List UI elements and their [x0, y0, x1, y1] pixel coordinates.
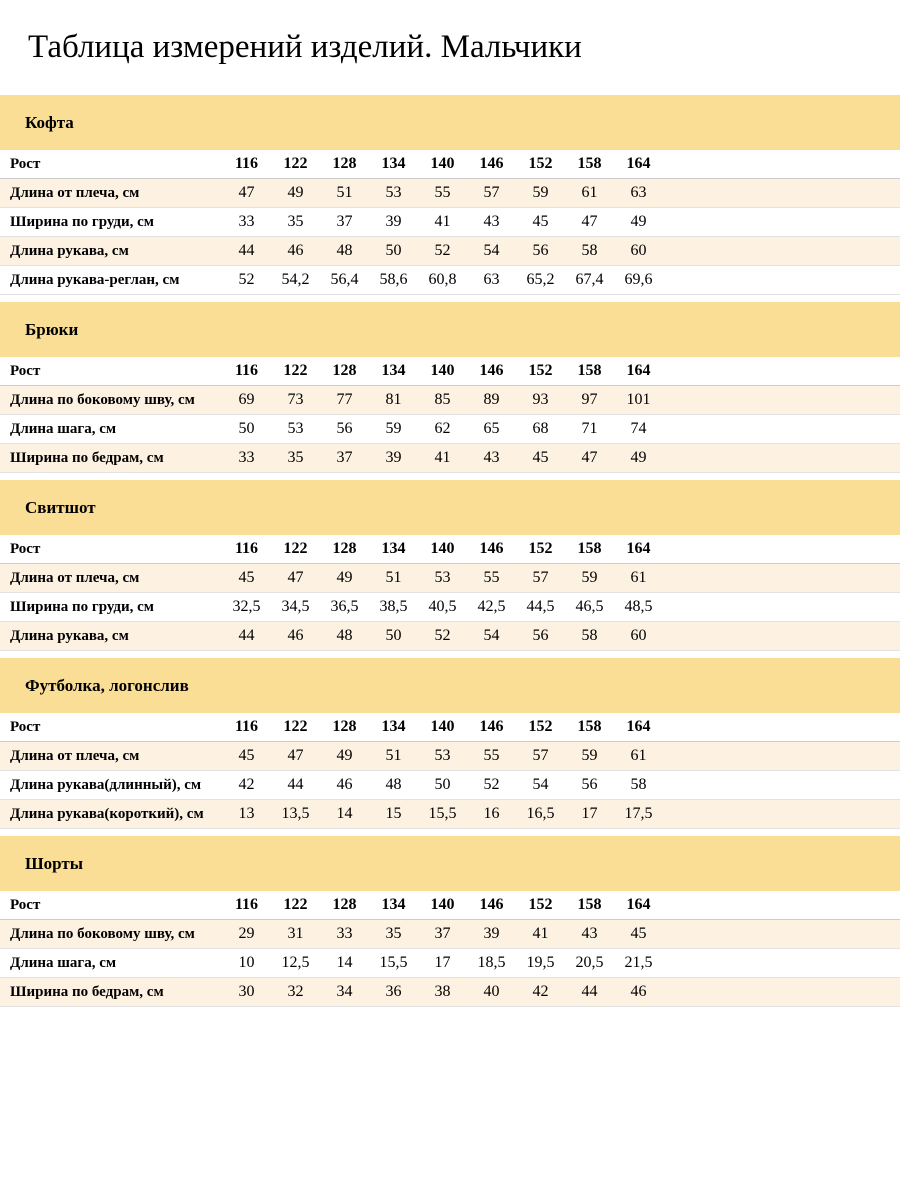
value-cell: 52 — [434, 242, 451, 259]
value-cell: 43 — [483, 213, 500, 230]
table-row — [0, 949, 900, 978]
section-4 — [0, 658, 900, 829]
value-cell: 71 — [581, 420, 598, 437]
value-cell: 46 — [287, 627, 304, 644]
value-cell: 17,5 — [624, 805, 653, 822]
value-cell: 57 — [532, 569, 549, 586]
value-cell: 56 — [532, 627, 549, 644]
row-label: Длина от плеча, см — [10, 569, 140, 586]
value-cell: 41 — [532, 925, 549, 942]
value-cell: 56 — [336, 420, 353, 437]
section-header-band — [0, 302, 900, 357]
row-label: Длина по боковому шву, см — [10, 925, 195, 942]
size-cell: 128 — [332, 540, 357, 557]
value-cell: 21,5 — [624, 954, 653, 971]
value-cell: 58 — [581, 627, 598, 644]
row-label: Рост — [10, 540, 41, 557]
size-cell: 152 — [528, 896, 553, 913]
table-row — [0, 771, 900, 800]
size-cell: 116 — [234, 896, 259, 913]
value-cell: 57 — [483, 184, 500, 201]
size-header-row — [0, 535, 900, 564]
value-cell: 31 — [287, 925, 304, 942]
table-row — [0, 237, 900, 266]
page-header — [0, 0, 900, 95]
value-cell: 55 — [483, 569, 500, 586]
value-cell: 52 — [434, 627, 451, 644]
section-title: Футболка, логонслив — [25, 675, 189, 695]
table-row — [0, 415, 900, 444]
sections-container — [0, 95, 900, 1007]
size-cell: 158 — [577, 155, 602, 172]
value-cell: 43 — [483, 449, 500, 466]
value-cell: 34,5 — [281, 598, 310, 615]
size-cell: 140 — [430, 155, 455, 172]
value-cell: 13,5 — [281, 805, 310, 822]
value-cell: 33 — [238, 449, 255, 466]
table-row — [0, 386, 900, 415]
size-cell: 152 — [528, 540, 553, 557]
value-cell: 43 — [581, 925, 598, 942]
value-cell: 49 — [287, 184, 304, 201]
size-cell: 140 — [430, 896, 455, 913]
value-cell: 53 — [434, 569, 451, 586]
value-cell: 39 — [385, 213, 402, 230]
value-cell: 35 — [287, 449, 304, 466]
table-row — [0, 266, 900, 295]
row-label: Длина шага, см — [10, 420, 117, 437]
value-cell: 56 — [581, 776, 598, 793]
size-table — [0, 535, 900, 651]
value-cell: 60,8 — [428, 271, 457, 288]
value-cell: 73 — [287, 391, 304, 408]
value-cell: 50 — [385, 627, 402, 644]
value-cell: 67,4 — [575, 271, 604, 288]
value-cell: 46 — [630, 983, 647, 1000]
value-cell: 56,4 — [330, 271, 359, 288]
value-cell: 15,5 — [428, 805, 457, 822]
size-cell: 152 — [528, 362, 553, 379]
value-cell: 81 — [385, 391, 402, 408]
value-cell: 61 — [630, 569, 647, 586]
value-cell: 42,5 — [477, 598, 506, 615]
value-cell: 51 — [385, 747, 402, 764]
section-3 — [0, 480, 900, 651]
size-cell: 164 — [626, 362, 651, 379]
value-cell: 39 — [483, 925, 500, 942]
value-cell: 65,2 — [526, 271, 555, 288]
value-cell: 12,5 — [281, 954, 310, 971]
row-label: Рост — [10, 718, 41, 735]
value-cell: 45 — [532, 449, 549, 466]
value-cell: 32 — [287, 983, 304, 1000]
value-cell: 50 — [238, 420, 255, 437]
row-label: Ширина по груди, см — [10, 598, 155, 615]
value-cell: 55 — [434, 184, 451, 201]
section-2 — [0, 302, 900, 473]
value-cell: 49 — [336, 569, 353, 586]
value-cell: 77 — [336, 391, 353, 408]
size-cell: 122 — [283, 362, 308, 379]
size-cell: 146 — [479, 362, 504, 379]
size-cell: 140 — [430, 362, 455, 379]
value-cell: 53 — [287, 420, 304, 437]
size-cell: 134 — [381, 896, 406, 913]
size-cell: 122 — [283, 896, 308, 913]
row-label: Длина рукава, см — [10, 242, 129, 259]
value-cell: 18,5 — [477, 954, 506, 971]
value-cell: 41 — [434, 449, 451, 466]
value-cell: 42 — [532, 983, 549, 1000]
size-table — [0, 357, 900, 473]
value-cell: 44 — [287, 776, 304, 793]
value-cell: 42 — [238, 776, 255, 793]
size-cell: 152 — [528, 718, 553, 735]
size-cell: 134 — [381, 155, 406, 172]
value-cell: 46,5 — [575, 598, 604, 615]
value-cell: 65 — [483, 420, 500, 437]
size-header-row — [0, 357, 900, 386]
size-cell: 122 — [283, 718, 308, 735]
value-cell: 63 — [483, 271, 500, 288]
value-cell: 35 — [287, 213, 304, 230]
size-cell: 122 — [283, 540, 308, 557]
value-cell: 53 — [385, 184, 402, 201]
value-cell: 37 — [336, 213, 353, 230]
table-row — [0, 208, 900, 237]
value-cell: 50 — [385, 242, 402, 259]
size-cell: 116 — [234, 718, 259, 735]
row-label: Ширина по бедрам, см — [10, 983, 164, 1000]
value-cell: 48,5 — [624, 598, 653, 615]
size-table — [0, 891, 900, 1007]
row-label: Длина от плеча, см — [10, 184, 140, 201]
value-cell: 17 — [581, 805, 598, 822]
size-cell: 128 — [332, 718, 357, 735]
size-table — [0, 713, 900, 829]
size-cell: 158 — [577, 540, 602, 557]
value-cell: 35 — [385, 925, 402, 942]
value-cell: 14 — [336, 954, 353, 971]
value-cell: 37 — [434, 925, 451, 942]
value-cell: 57 — [532, 747, 549, 764]
value-cell: 33 — [238, 213, 255, 230]
value-cell: 30 — [238, 983, 255, 1000]
value-cell: 44 — [581, 983, 598, 1000]
value-cell: 16,5 — [526, 805, 555, 822]
value-cell: 16 — [483, 805, 500, 822]
value-cell: 40,5 — [428, 598, 457, 615]
value-cell: 39 — [385, 449, 402, 466]
table-row — [0, 444, 900, 473]
value-cell: 38 — [434, 983, 451, 1000]
size-cell: 134 — [381, 362, 406, 379]
value-cell: 47 — [581, 213, 598, 230]
value-cell: 19,5 — [526, 954, 555, 971]
value-cell: 54 — [483, 627, 500, 644]
value-cell: 17 — [434, 954, 451, 971]
size-cell: 158 — [577, 718, 602, 735]
value-cell: 45 — [532, 213, 549, 230]
value-cell: 52 — [238, 271, 255, 288]
size-cell: 164 — [626, 896, 651, 913]
value-cell: 59 — [581, 569, 598, 586]
value-cell: 60 — [630, 242, 647, 259]
row-label: Длина шага, см — [10, 954, 117, 971]
row-label: Длина рукава(короткий), см — [10, 805, 204, 822]
value-cell: 45 — [238, 569, 255, 586]
size-cell: 146 — [479, 896, 504, 913]
value-cell: 45 — [630, 925, 647, 942]
value-cell: 54 — [532, 776, 549, 793]
table-row — [0, 179, 900, 208]
size-header-row — [0, 713, 900, 742]
value-cell: 58 — [630, 776, 647, 793]
value-cell: 62 — [434, 420, 451, 437]
value-cell: 36 — [385, 983, 402, 1000]
size-cell: 116 — [234, 155, 259, 172]
value-cell: 59 — [581, 747, 598, 764]
size-cell: 164 — [626, 155, 651, 172]
page-title: Таблица измерений изделий. Мальчики — [28, 29, 582, 65]
table-row — [0, 978, 900, 1007]
value-cell: 101 — [626, 391, 651, 408]
value-cell: 36,5 — [330, 598, 359, 615]
value-cell: 74 — [630, 420, 647, 437]
value-cell: 45 — [238, 747, 255, 764]
value-cell: 38,5 — [379, 598, 408, 615]
size-cell: 122 — [283, 155, 308, 172]
value-cell: 53 — [434, 747, 451, 764]
value-cell: 59 — [385, 420, 402, 437]
value-cell: 51 — [385, 569, 402, 586]
table-row — [0, 920, 900, 949]
value-cell: 85 — [434, 391, 451, 408]
value-cell: 97 — [581, 391, 598, 408]
value-cell: 61 — [581, 184, 598, 201]
section-title: Свитшот — [25, 497, 96, 517]
size-cell: 116 — [234, 362, 259, 379]
row-label: Длина рукава-реглан, см — [10, 271, 180, 288]
value-cell: 47 — [238, 184, 255, 201]
value-cell: 49 — [336, 747, 353, 764]
size-cell: 116 — [234, 540, 259, 557]
value-cell: 63 — [630, 184, 647, 201]
size-cell: 146 — [479, 540, 504, 557]
size-cell: 128 — [332, 896, 357, 913]
section-title: Шорты — [25, 853, 84, 873]
size-cell: 134 — [381, 540, 406, 557]
value-cell: 29 — [238, 925, 255, 942]
section-5 — [0, 836, 900, 1007]
size-cell: 164 — [626, 718, 651, 735]
value-cell: 60 — [630, 627, 647, 644]
value-cell: 61 — [630, 747, 647, 764]
value-cell: 40 — [483, 983, 500, 1000]
size-table — [0, 150, 900, 295]
value-cell: 89 — [483, 391, 500, 408]
value-cell: 47 — [287, 569, 304, 586]
row-label: Длина рукава, см — [10, 627, 129, 644]
table-row — [0, 564, 900, 593]
value-cell: 68 — [532, 420, 549, 437]
value-cell: 46 — [287, 242, 304, 259]
value-cell: 32,5 — [232, 598, 261, 615]
section-header-band — [0, 658, 900, 713]
value-cell: 58,6 — [379, 271, 408, 288]
value-cell: 44 — [238, 627, 255, 644]
row-label: Длина от плеча, см — [10, 747, 140, 764]
size-cell: 134 — [381, 718, 406, 735]
value-cell: 69,6 — [624, 271, 653, 288]
value-cell: 48 — [385, 776, 402, 793]
value-cell: 47 — [287, 747, 304, 764]
value-cell: 37 — [336, 449, 353, 466]
value-cell: 44 — [238, 242, 255, 259]
value-cell: 56 — [532, 242, 549, 259]
value-cell: 69 — [238, 391, 255, 408]
section-title: Кофта — [25, 112, 74, 132]
row-label: Рост — [10, 896, 41, 913]
value-cell: 52 — [483, 776, 500, 793]
section-title: Брюки — [25, 319, 79, 339]
value-cell: 49 — [630, 213, 647, 230]
value-cell: 54,2 — [281, 271, 310, 288]
table-row — [0, 593, 900, 622]
section-1 — [0, 95, 900, 295]
size-cell: 128 — [332, 155, 357, 172]
size-cell: 158 — [577, 362, 602, 379]
size-cell: 128 — [332, 362, 357, 379]
value-cell: 41 — [434, 213, 451, 230]
value-cell: 13 — [238, 805, 255, 822]
value-cell: 46 — [336, 776, 353, 793]
value-cell: 49 — [630, 449, 647, 466]
size-cell: 146 — [479, 155, 504, 172]
size-header-row — [0, 891, 900, 920]
size-cell: 158 — [577, 896, 602, 913]
row-label: Длина по боковому шву, см — [10, 391, 195, 408]
value-cell: 48 — [336, 242, 353, 259]
value-cell: 33 — [336, 925, 353, 942]
size-cell: 152 — [528, 155, 553, 172]
size-header-row — [0, 150, 900, 179]
table-row — [0, 800, 900, 829]
value-cell: 20,5 — [575, 954, 604, 971]
value-cell: 15 — [385, 805, 402, 822]
value-cell: 10 — [238, 954, 255, 971]
value-cell: 14 — [336, 805, 353, 822]
size-cell: 164 — [626, 540, 651, 557]
value-cell: 15,5 — [379, 954, 408, 971]
value-cell: 50 — [434, 776, 451, 793]
value-cell: 55 — [483, 747, 500, 764]
section-header-band — [0, 480, 900, 535]
row-label: Длина рукава(длинный), см — [10, 776, 202, 793]
value-cell: 59 — [532, 184, 549, 201]
value-cell: 93 — [532, 391, 549, 408]
value-cell: 47 — [581, 449, 598, 466]
row-label: Ширина по груди, см — [10, 213, 155, 230]
size-cell: 146 — [479, 718, 504, 735]
value-cell: 54 — [483, 242, 500, 259]
table-row — [0, 622, 900, 651]
value-cell: 48 — [336, 627, 353, 644]
value-cell: 34 — [336, 983, 353, 1000]
value-cell: 58 — [581, 242, 598, 259]
size-cell: 140 — [430, 718, 455, 735]
section-header-band — [0, 836, 900, 891]
table-row — [0, 742, 900, 771]
size-cell: 140 — [430, 540, 455, 557]
row-label: Рост — [10, 155, 41, 172]
section-header-band — [0, 95, 900, 150]
row-label: Ширина по бедрам, см — [10, 449, 164, 466]
value-cell: 51 — [336, 184, 353, 201]
row-label: Рост — [10, 362, 41, 379]
value-cell: 44,5 — [526, 598, 555, 615]
